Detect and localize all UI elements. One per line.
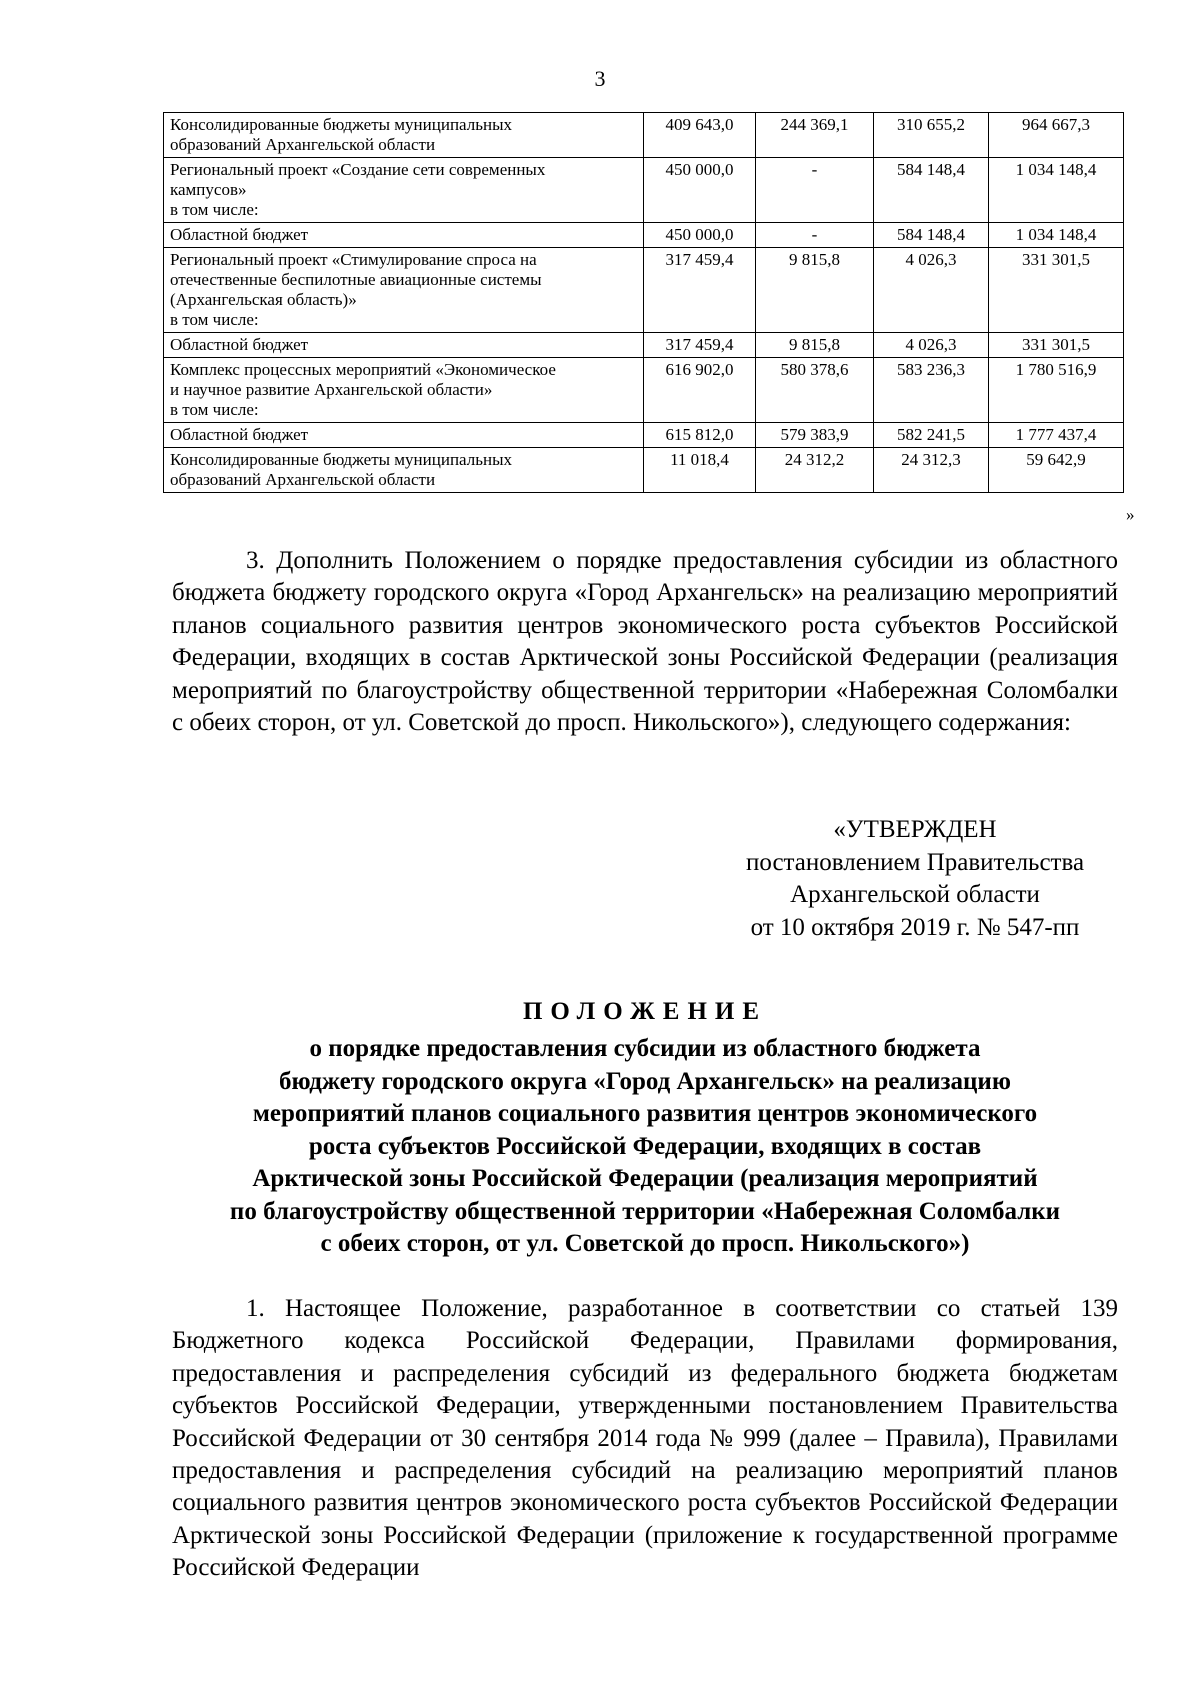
table-row bbox=[164, 113, 1124, 158]
regulation-title: ПОЛОЖЕНИЕ bbox=[522, 998, 768, 1025]
table-cell-value: 584 148,4 bbox=[874, 158, 989, 223]
table-cell-value: 450 000,0 bbox=[644, 158, 756, 223]
table-cell-value: 331 301,5 bbox=[989, 333, 1124, 358]
table-cell-name: Консолидированные бюджеты муниципальных образований Архангельской области bbox=[164, 113, 644, 158]
table-cell-value: 616 902,0 bbox=[644, 358, 756, 423]
table-cell-value: 583 236,3 bbox=[874, 358, 989, 423]
table-row bbox=[164, 333, 1124, 358]
regulation-paragraph-1: 1. Настоящее Положение, разработанное в соответствии со статьей 139 Бюджетного кодекса Российской Федерации, Правилами формирования, предоставления и распределения субсидий из федерального бюджета бюджетам субъектов Российской Федерации, утвержденными постановлением Правительства Российской Федерации от 30 сентября 2014 года № 999 (далее – Правила), Правилами предоставления и распределения субсидий на реализацию мероприятий планов социального развития центров экономического роста субъектов Российской Федерации Арктической зоны Российской Федерации (приложение к государственной программе Российской Федерации bbox=[172, 1295, 1118, 1582]
table-cell-value: 1 780 516,9 bbox=[989, 358, 1124, 423]
table-cell-value: 310 655,2 bbox=[874, 113, 989, 158]
table-cell-value: 579 383,9 bbox=[756, 423, 874, 448]
table-cell-value: 1 034 148,4 bbox=[989, 223, 1124, 248]
table-cell-value: - bbox=[756, 158, 874, 223]
table-cell-name: Региональный проект «Стимулирование спроса на отечественные беспилотные авиационные системы (Архангельская область)» в том числе: bbox=[164, 248, 644, 333]
regulation-subtitle: о порядке предоставления субсидии из областного бюджета бюджету городского округа «Город Архангельск» на реализацию мероприятий планов социального развития центров экономического роста субъектов Российской Федерации, входящих в состав Арктической зоны Российской Федерации (реализация мероприятий по благоустройству общественной территории «Набережная Соломбалки с обеих сторон, от ул. Советской до просп. Никольского») bbox=[229, 1035, 1061, 1257]
approval-line-region: Архангельской области bbox=[790, 881, 1040, 908]
table-cell-value: 450 000,0 bbox=[644, 223, 756, 248]
table-cell-name: Консолидированные бюджеты муниципальных образований Архангельской области bbox=[164, 448, 644, 493]
table-cell-value: 615 812,0 bbox=[644, 423, 756, 448]
table-cell-value: 964 667,3 bbox=[989, 113, 1124, 158]
table-cell-value: 409 643,0 bbox=[644, 113, 756, 158]
table-cell-value: 9 815,8 bbox=[756, 333, 874, 358]
table-row bbox=[164, 423, 1124, 448]
table-cell-value: 331 301,5 bbox=[989, 248, 1124, 333]
table-cell-value: 580 378,6 bbox=[756, 358, 874, 423]
table-cell-value: 9 815,8 bbox=[756, 248, 874, 333]
page-number: 3 bbox=[594, 66, 606, 91]
budget-table bbox=[163, 112, 1124, 493]
table-cell-value: - bbox=[756, 223, 874, 248]
table-cell-value: 4 026,3 bbox=[874, 333, 989, 358]
table-cell-value: 244 369,1 bbox=[756, 113, 874, 158]
table-cell-value: 24 312,3 bbox=[874, 448, 989, 493]
table-cell-value: 59 642,9 bbox=[989, 448, 1124, 493]
table-row bbox=[164, 358, 1124, 423]
approval-line-approved: «УТВЕРЖДЕН bbox=[833, 816, 997, 843]
table-cell-name: Областной бюджет bbox=[164, 333, 644, 358]
budget-table-body bbox=[164, 113, 1124, 493]
table-cell-value: 317 459,4 bbox=[644, 333, 756, 358]
table-row bbox=[164, 448, 1124, 493]
table-row bbox=[164, 223, 1124, 248]
table-cell-name: Областной бюджет bbox=[164, 423, 644, 448]
approval-line-date-number: от 10 октября 2019 г. № 547-пп bbox=[750, 913, 1080, 941]
table-row bbox=[164, 248, 1124, 333]
table-cell-value: 24 312,2 bbox=[756, 448, 874, 493]
table-cell-value: 1 034 148,4 bbox=[989, 158, 1124, 223]
table-cell-value: 11 018,4 bbox=[644, 448, 756, 493]
table-cell-value: 584 148,4 bbox=[874, 223, 989, 248]
table-cell-value: 1 777 437,4 bbox=[989, 423, 1124, 448]
table-cell-name: Областной бюджет bbox=[164, 223, 644, 248]
table-cell-value: 317 459,4 bbox=[644, 248, 756, 333]
table-cell-name: Комплекс процессных мероприятий «Экономическое и научное развитие Архангельской области» в том числе: bbox=[164, 358, 644, 423]
approval-line-resolution: постановлением Правительства bbox=[745, 848, 1085, 876]
paragraph-3: 3. Дополнить Положением о порядке предоставления субсидии из областного бюджета бюджету городского округа «Город Архангельск» на реализацию мероприятий планов социального развития центров экономического роста субъектов Российской Федерации, входящих в состав Арктической зоны Российской Федерации (реализация мероприятий по благоустройству общественной территории «Набережная Соломбалки с обеих сторон, от ул. Советской до просп. Никольского»), следующего содержания: bbox=[172, 547, 1118, 737]
table-cell-value: 582 241,5 bbox=[874, 423, 989, 448]
table-row bbox=[164, 158, 1124, 223]
table-cell-value: 4 026,3 bbox=[874, 248, 989, 333]
approval-stamp-block bbox=[706, 814, 1124, 944]
table-cell-name: Региональный проект «Создание сети современных кампусов» в том числе: bbox=[164, 158, 644, 223]
table-closing-quote: » bbox=[1126, 505, 1135, 524]
